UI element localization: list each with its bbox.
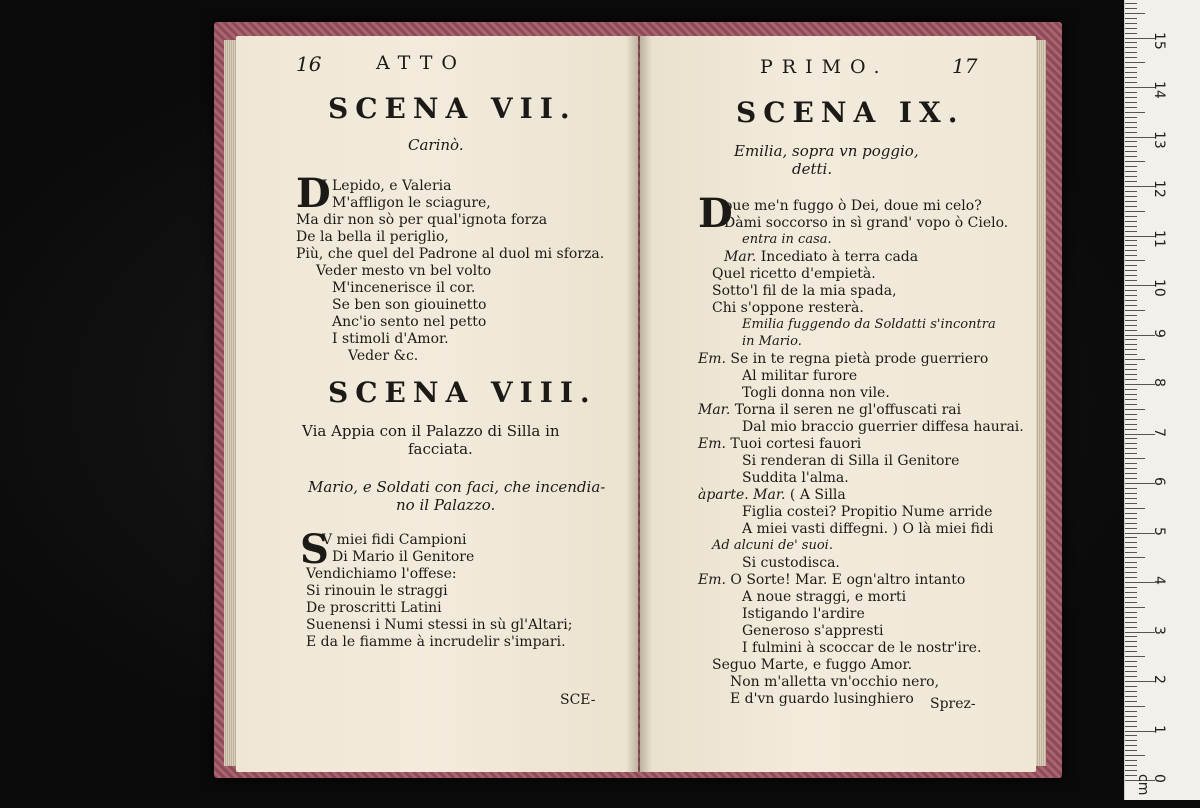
- line-text: Figlia costei? Propitio Nume arride: [742, 504, 993, 520]
- running-head-right: PRIMO.: [760, 56, 889, 78]
- ruler-label: 13: [1151, 130, 1167, 149]
- ruler-tick: [1125, 463, 1137, 464]
- ruler-label: 14: [1151, 81, 1167, 99]
- ruler-tick: [1125, 72, 1137, 73]
- ruler-tick: [1125, 750, 1137, 751]
- line-text: Dàmi soccorso in sì grand' vopo ò Cielo.: [724, 215, 1009, 231]
- ruler-tick: [1125, 171, 1137, 172]
- ruler-label: 7: [1151, 427, 1167, 437]
- ruler-tick: [1125, 379, 1137, 380]
- ruler-tick: [1125, 132, 1137, 133]
- speaker-label: Mar.: [724, 249, 757, 265]
- verse-line: I Lepido, e Valeria: [322, 178, 452, 194]
- ruler-tick: [1125, 542, 1137, 543]
- page-edges-right: [1036, 40, 1046, 766]
- ruler-tick: [1125, 443, 1137, 444]
- ruler-tick: [1125, 18, 1137, 19]
- stage-direction: [712, 538, 833, 555]
- ruler-tick: [1125, 651, 1137, 652]
- ruler-tick: [1125, 310, 1145, 311]
- ruler-tick: [1125, 528, 1137, 529]
- dialogue-line: [698, 572, 965, 589]
- verse-line: V miei fidi Campioni: [322, 532, 467, 548]
- ruler-tick: [1125, 250, 1137, 251]
- ruler-tick: [1125, 47, 1137, 48]
- ruler-tick: [1125, 399, 1137, 400]
- line-text: A noue straggi, e morti: [742, 589, 907, 605]
- line-text: Incediato à terra cada: [760, 249, 919, 265]
- line-text: Dal mio braccio guerrier diffesa haurai.: [742, 419, 1024, 435]
- line-text: Togli donna non vile.: [742, 385, 890, 401]
- ruler-tick: [1125, 117, 1137, 118]
- ruler-tick: [1125, 414, 1137, 415]
- speaker-label: Em.: [698, 572, 726, 588]
- line-text: Si renderan di Silla il Genitore: [742, 453, 960, 469]
- ruler-tick: [1125, 706, 1145, 707]
- dialogue-line: [742, 504, 992, 521]
- line-text: E d'vn guardo lusinghiero: [730, 691, 914, 707]
- ruler-tick: [1125, 726, 1137, 727]
- ruler-tick: [1125, 458, 1145, 459]
- speaker-label: àparte. Mar.: [698, 487, 786, 503]
- dialogue-line: [742, 521, 993, 538]
- ruler-tick: [1125, 166, 1137, 167]
- ruler-tick: [1125, 498, 1137, 499]
- ruler-tick: [1125, 13, 1145, 14]
- dialogue-line: [724, 198, 982, 215]
- ruler-tick: [1125, 364, 1137, 365]
- verse-line: Suenensi i Numi stessi in sù gl'Altari;: [306, 617, 573, 633]
- ruler-tick: [1125, 468, 1137, 469]
- ruler-tick: [1125, 127, 1137, 128]
- dialogue-line: [698, 436, 861, 453]
- ruler-tick: [1125, 661, 1137, 662]
- ruler-tick: [1125, 473, 1137, 474]
- ruler-tick: [1125, 161, 1145, 162]
- ruler-tick: [1125, 523, 1137, 524]
- scene-7-character: Carinò.: [408, 136, 464, 154]
- dialogue-line: [742, 555, 840, 572]
- ruler-tick: [1125, 478, 1137, 479]
- drop-cap-d: D: [296, 170, 331, 217]
- book-gutter: [626, 36, 652, 772]
- ruler-tick: [1125, 547, 1137, 548]
- ruler-label: 9: [1151, 328, 1167, 338]
- line-text: Seguo Marte, e fuggo Amor.: [712, 657, 913, 673]
- dialogue-line: [742, 606, 865, 623]
- ruler-label: 2: [1151, 675, 1167, 684]
- ruler-tick: [1125, 503, 1137, 504]
- ruler-tick: [1125, 57, 1137, 58]
- dialogue-line: [724, 215, 1008, 232]
- ruler-tick: [1125, 602, 1137, 603]
- ruler-label: 11: [1151, 229, 1167, 248]
- ruler-tick: [1125, 424, 1137, 425]
- ruler-tick: [1125, 67, 1137, 68]
- ruler-tick: [1125, 696, 1137, 697]
- stage-direction: [742, 317, 996, 334]
- ruler-label: 4: [1151, 576, 1167, 585]
- line-text: Quel ricetto d'empietà.: [712, 266, 876, 282]
- line-text: Non m'alletta vn'occhio nero,: [730, 674, 940, 690]
- dialogue-line: [742, 589, 906, 606]
- ruler-tick: [1125, 112, 1145, 113]
- ruler-tick: [1125, 3, 1137, 4]
- line-text: Se in te regna pietà prode guerriero: [730, 351, 989, 367]
- ruler-tick: [1125, 206, 1137, 207]
- speaker-label: Mar.: [698, 402, 731, 418]
- ruler-tick: [1125, 562, 1137, 563]
- scene-heading-7: SCENA VII.: [328, 92, 577, 125]
- ruler-tick: [1125, 701, 1137, 702]
- ruler-tick: [1125, 389, 1137, 390]
- verse-line: I stimoli d'Amor.: [332, 331, 449, 347]
- ruler-tick: [1125, 592, 1137, 593]
- ruler-tick: [1125, 305, 1137, 306]
- ruler-label: 1: [1151, 724, 1167, 734]
- ruler-tick: [1125, 146, 1137, 147]
- ruler-tick: [1125, 216, 1137, 217]
- ruler-tick: [1125, 330, 1137, 331]
- dialogue-line: [712, 300, 864, 317]
- ruler-tick: [1125, 156, 1137, 157]
- verse-line: Se ben son giouinetto: [332, 297, 487, 313]
- ruler-tick: [1125, 260, 1145, 261]
- ruler-tick: [1125, 567, 1137, 568]
- verse-line: Si rinouin le straggi: [306, 583, 448, 599]
- ruler-tick: [1125, 374, 1137, 375]
- ruler-tick: [1125, 691, 1137, 692]
- ruler-tick: [1125, 231, 1137, 232]
- ruler-tick: [1125, 641, 1137, 642]
- drop-cap-d: D: [698, 190, 733, 237]
- dialogue-line: [724, 249, 918, 266]
- ruler-tick: [1125, 448, 1137, 449]
- ruler-label: 0 cm: [1135, 774, 1167, 796]
- ruler-tick: [1125, 409, 1145, 410]
- line-text: entra in casa.: [742, 232, 832, 247]
- ruler-tick: [1125, 577, 1137, 578]
- dialogue-line: [698, 351, 988, 368]
- ruler-tick: [1125, 349, 1137, 350]
- ruler-tick: [1125, 176, 1137, 177]
- line-text: A miei vasti diffegni. ) O là miei fidi: [742, 521, 994, 537]
- ruler-tick: [1125, 656, 1145, 657]
- line-text: Generoso s'appresti: [742, 623, 884, 639]
- stage-direction: [742, 232, 832, 249]
- ruler-tick: [1125, 508, 1145, 509]
- ruler-tick: [1125, 344, 1137, 345]
- drop-cap-s: S: [300, 526, 329, 573]
- verse-line: Anc'io sento nel petto: [332, 314, 487, 330]
- dialogue-line: [730, 674, 939, 691]
- ruler-tick: [1125, 62, 1145, 63]
- ruler-tick: [1125, 196, 1137, 197]
- ruler-tick: [1125, 557, 1145, 558]
- ruler-tick: [1125, 275, 1137, 276]
- ruler-tick: [1125, 429, 1137, 430]
- page-number-right: 17: [952, 54, 978, 78]
- ruler-tick: [1125, 369, 1137, 370]
- line-text: oue me'n fuggo ò Dei, doue mi celo?: [724, 198, 982, 214]
- ruler-tick: [1125, 671, 1137, 672]
- line-text: Al militar furore: [742, 368, 858, 384]
- scene-8-characters-line: Mario, e Soldati con faci, che incendia-: [308, 478, 606, 496]
- page-number-left: 16: [296, 52, 322, 76]
- ruler-tick: [1125, 102, 1137, 103]
- ruler-tick: [1125, 315, 1137, 316]
- ruler-tick: [1125, 607, 1145, 608]
- ruler-tick: [1125, 325, 1137, 326]
- ruler-tick: [1125, 686, 1137, 687]
- verse-line: Ma dir non sò per qual'ignota forza: [296, 212, 548, 228]
- ruler-tick: [1125, 404, 1137, 405]
- line-text: O Sorte! Mar. E ogn'altro intanto: [730, 572, 966, 588]
- ruler-tick: [1125, 270, 1137, 271]
- ruler-label: 12: [1151, 180, 1167, 198]
- verse-line: E da le fiamme à incrudelir s'impari.: [306, 634, 566, 650]
- ruler-tick: [1125, 181, 1137, 182]
- ruler-tick: [1125, 221, 1137, 222]
- running-head-left: ATTO: [376, 52, 466, 74]
- ruler-tick: [1125, 755, 1145, 756]
- ruler-tick: [1125, 597, 1137, 598]
- verse-line: Vendichiamo l'offese:: [306, 566, 457, 582]
- verse-line: Di Mario il Genitore: [332, 549, 475, 565]
- line-text: Sotto'l fil de la mia spada,: [712, 283, 897, 299]
- dialogue-line: [742, 623, 884, 640]
- ruler-tick: [1125, 226, 1137, 227]
- line-text: Ad alcuni de' suoi.: [712, 538, 833, 553]
- ruler-tick: [1125, 42, 1137, 43]
- verse-line: M'incenerisce il cor.: [332, 280, 476, 296]
- ruler-tick: [1125, 265, 1137, 266]
- ruler-tick: [1125, 141, 1137, 142]
- ruler-tick: [1125, 721, 1137, 722]
- dialogue-line: [698, 402, 961, 419]
- dialogue-line: [742, 368, 857, 385]
- ruler-label: 15: [1151, 31, 1167, 50]
- ruler-tick: [1125, 453, 1137, 454]
- line-text: Emilia fuggendo da Soldatti s'incontra: [742, 317, 996, 332]
- ruler-tick: [1125, 201, 1137, 202]
- line-text: Istigando l'ardire: [742, 606, 865, 622]
- ruler-tick: [1125, 518, 1137, 519]
- ruler-tick: [1125, 359, 1145, 360]
- ruler-tick: [1125, 52, 1137, 53]
- dialogue-line: [712, 266, 876, 283]
- ruler-tick: [1125, 354, 1137, 355]
- line-text: I fulmini à scoccar de le nostr'ire.: [742, 640, 982, 656]
- catchword-right: Sprez-: [930, 696, 976, 712]
- ruler-tick: [1125, 320, 1137, 321]
- scene-8-setting-line: Via Appia con il Palazzo di Silla in: [302, 422, 560, 440]
- line-text: Si custodisca.: [742, 555, 840, 571]
- ruler-tick: [1125, 255, 1137, 256]
- line-text: Torna il seren ne gl'offuscati rai: [734, 402, 962, 418]
- ruler-tick: [1125, 151, 1137, 152]
- ruler-tick: [1125, 211, 1145, 212]
- ruler-tick: [1125, 394, 1137, 395]
- ruler-tick: [1125, 28, 1137, 29]
- ruler-tick: [1125, 513, 1137, 514]
- ruler-tick: [1125, 716, 1137, 717]
- page-edges-left: [224, 40, 236, 766]
- ruler-tick: [1125, 646, 1137, 647]
- scene-8-setting-line: facciata.: [408, 440, 473, 458]
- ruler-tick: [1125, 493, 1137, 494]
- ruler-tick: [1125, 572, 1137, 573]
- verse-line: De la bella il periglio,: [296, 229, 449, 245]
- scene-heading-9: SCENA IX.: [736, 96, 965, 129]
- ruler-tick: [1125, 760, 1137, 761]
- ruler-tick: [1125, 612, 1137, 613]
- dialogue-line: [742, 470, 849, 487]
- scene-9-characters-line: Emilia, sopra vn poggio,: [734, 142, 919, 160]
- ruler-tick: [1125, 23, 1137, 24]
- scene-9-characters-line: detti.: [792, 160, 833, 178]
- ruler-label: 8: [1151, 378, 1167, 387]
- catchword-left: SCE-: [560, 692, 596, 708]
- ruler-tick: [1125, 488, 1137, 489]
- dialogue-line: [712, 657, 912, 674]
- ruler-tick: [1125, 97, 1137, 98]
- ruler-label: 5: [1151, 526, 1167, 536]
- ruler-tick: [1125, 676, 1137, 677]
- ruler-tick: [1125, 77, 1137, 78]
- ruler-tick: [1125, 552, 1137, 553]
- scene-heading-8: SCENA VIII.: [328, 376, 597, 409]
- line-text: ( A Silla: [789, 487, 846, 503]
- line-text: Tuoi cortesi fauori: [730, 436, 862, 452]
- scene-8-characters-line: no il Palazzo.: [396, 496, 496, 514]
- line-text: Suddita l'alma.: [742, 470, 849, 486]
- dialogue-line: [698, 487, 846, 504]
- line-text: in Mario.: [742, 334, 802, 349]
- ruler-label: 3: [1151, 625, 1167, 635]
- ruler-tick: [1125, 82, 1137, 83]
- ruler-label: 10: [1151, 279, 1167, 297]
- left-page: [236, 36, 638, 772]
- ruler-tick: [1125, 8, 1137, 9]
- verse-line: M'affligon le sciagure,: [332, 195, 491, 211]
- ruler-tick: [1125, 622, 1137, 623]
- ruler-tick: [1125, 295, 1137, 296]
- ruler-tick: [1125, 92, 1137, 93]
- ruler-tick: [1125, 339, 1137, 340]
- ruler-tick: [1125, 636, 1137, 637]
- dialogue-line: [742, 640, 981, 657]
- ruler-label: 6: [1151, 477, 1167, 486]
- ruler-tick: [1125, 290, 1137, 291]
- ruler-tick: [1125, 419, 1137, 420]
- right-page: [640, 36, 1036, 772]
- ruler-tick: [1125, 711, 1137, 712]
- ruler-tick: [1125, 191, 1137, 192]
- ruler-tick: [1125, 240, 1137, 241]
- dialogue-line: [742, 453, 959, 470]
- dialogue-line: [742, 385, 890, 402]
- verse-line: Più, che quel del Padrone al duol mi sforza.: [296, 246, 605, 262]
- ruler-tick: [1125, 627, 1137, 628]
- verse-line: Veder mesto vn bel volto: [316, 263, 492, 279]
- stage-direction: [742, 334, 802, 351]
- ruler-tick: [1125, 438, 1137, 439]
- verse-line: De proscritti Latini: [306, 600, 442, 616]
- ruler-tick: [1125, 587, 1137, 588]
- ruler-tick: [1125, 740, 1137, 741]
- ruler-tick: [1125, 280, 1137, 281]
- dialogue-line: [712, 283, 897, 300]
- line-text: Chi s'oppone resterà.: [712, 300, 864, 316]
- speaker-label: Em.: [698, 351, 726, 367]
- ruler-tick: [1125, 745, 1137, 746]
- ruler-tick: [1125, 107, 1137, 108]
- ruler-tick: [1125, 33, 1137, 34]
- ruler-tick: [1125, 300, 1137, 301]
- verse-line: Veder &c.: [348, 348, 419, 364]
- speaker-label: Em.: [698, 436, 726, 452]
- dialogue-line: [742, 419, 1024, 436]
- ruler-tick: [1125, 735, 1137, 736]
- ruler-tick: [1125, 617, 1137, 618]
- ruler-tick: [1125, 245, 1137, 246]
- ruler-tick: [1125, 537, 1137, 538]
- ruler-tick: [1125, 666, 1137, 667]
- dialogue-line: [730, 691, 914, 708]
- ruler-tick: [1125, 122, 1137, 123]
- ruler-tick: [1125, 770, 1137, 771]
- measurement-ruler: [1124, 0, 1200, 800]
- ruler-tick: [1125, 765, 1137, 766]
